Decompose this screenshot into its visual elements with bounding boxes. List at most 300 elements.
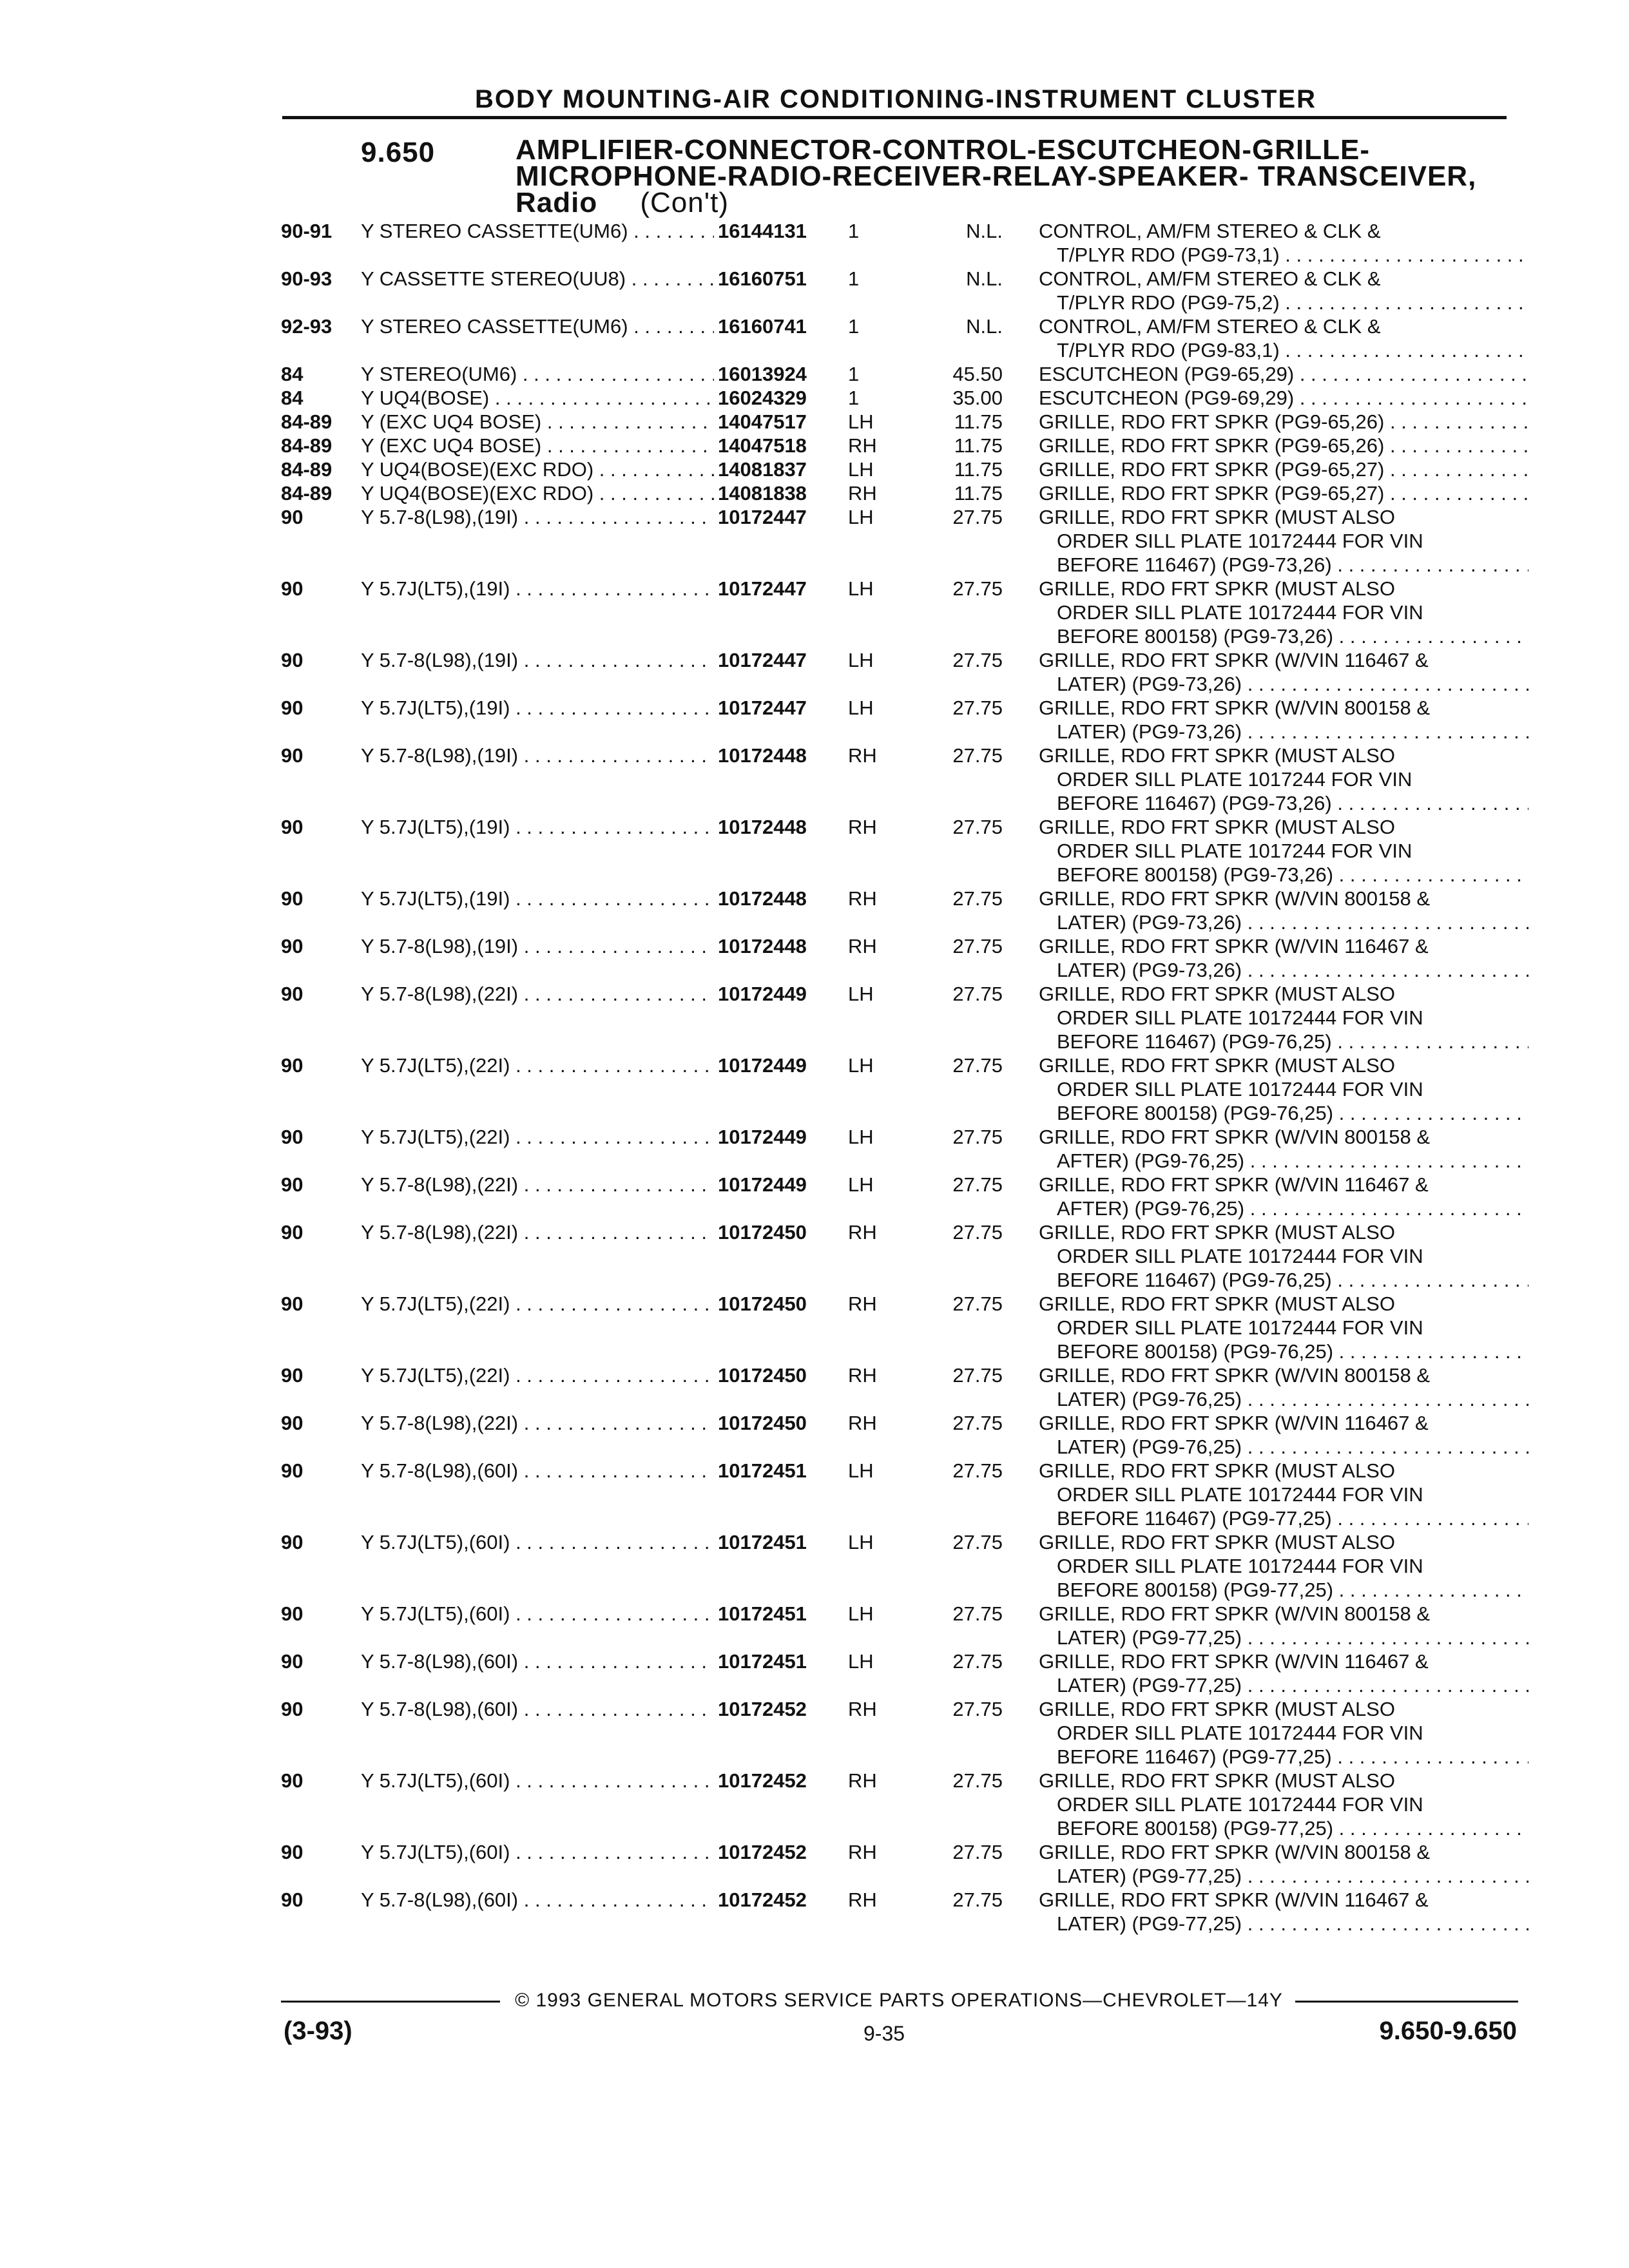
row-description: Y 5.7-8(L98),(60I) . . . [361,1649,714,1673]
row-part-name [1039,314,1528,362]
section-title-line-3 [516,189,1521,216]
parts-row [281,982,1518,1053]
parts-row [281,815,1518,887]
row-part-name-line: GRILLE, RDO FRT SPKR (W/VIN 800158 & [1039,697,1430,719]
row-part-number: 10172450 [714,1220,807,1244]
row-price: 27.75 [952,1221,1003,1244]
row-part-number: 10172449 [714,982,807,1006]
row-part-name-line: BEFORE 800158) (PG9-77,25) . . . [1039,1816,1528,1840]
section-number: 9.650 [361,137,436,168]
row-quantity: RH [848,1221,877,1244]
footer-date: (3-93) [284,2017,352,2045]
row-model-year: 90-91 [281,220,333,242]
row-part-number: 14047517 [714,410,807,434]
row-part-name-line: GRILLE, RDO FRT SPKR (W/VIN 800158 & [1039,1364,1430,1387]
row-description: Y UQ4(BOSE)(EXC RDO) . . . [361,481,714,505]
parts-row [281,434,1518,457]
row-price: 27.75 [952,697,1003,719]
row-part-name [1039,1530,1528,1602]
row-part-name-line: ESCUTCHEON (PG9-65,29) . . . [1039,362,1528,386]
row-part-name-line: GRILLE, RDO FRT SPKR (W/VIN 800158 & [1039,887,1430,910]
row-part-name-line: GRILLE, RDO FRT SPKR (MUST ALSO [1039,816,1395,838]
row-model-year: 90 [281,577,304,600]
row-quantity: LH [848,1531,874,1553]
row-part-name-line: GRILLE, RDO FRT SPKR (PG9-65,27) . . . [1039,457,1528,481]
parts-row [281,1888,1518,1936]
parts-row [281,1840,1518,1888]
row-part-name-line: ORDER SILL PLATE 10172444 FOR VIN [1057,1316,1423,1339]
parts-row [281,577,1518,648]
row-part-number: 10172452 [714,1840,807,1864]
row-part-name-line: BEFORE 116467) (PG9-73,26) . . . [1039,553,1528,577]
row-description: Y STEREO CASSETTE(UM6) . . . [361,219,714,243]
row-part-name [1039,267,1528,314]
parts-row [281,1173,1518,1220]
footer-section-range: 9.650-9.650 [1379,2017,1517,2045]
row-part-number: 10172451 [714,1602,807,1626]
row-model-year: 90 [281,1769,304,1792]
row-part-name-line: ORDER SILL PLATE 10172444 FOR VIN [1057,1006,1423,1029]
row-part-name-line: T/PLYR RDO (PG9-73,1) . . . [1039,243,1528,267]
row-part-name [1039,1459,1528,1530]
row-model-year: 90 [281,649,304,671]
row-part-name-line: LATER) (PG9-77,25) . . . [1039,1864,1528,1888]
row-description: Y STEREO(UM6) . . . [361,362,714,386]
row-model-year: 90 [281,887,304,910]
row-part-name-line: ORDER SILL PLATE 1017244 FOR VIN [1057,840,1412,862]
row-part-name-line: LATER) (PG9-73,26) . . . [1039,672,1528,696]
row-part-name [1039,696,1528,744]
row-description: Y 5.7-8(L98),(22I) . . . [361,1173,714,1196]
row-model-year: 90 [281,1888,304,1911]
row-description: Y 5.7-8(L98),(19I) . . . [361,744,714,767]
row-model-year: 90 [281,935,304,957]
row-part-name-line: T/PLYR RDO (PG9-83,1) . . . [1039,338,1528,362]
row-quantity: RH [848,1841,877,1863]
row-description: Y 5.7J(LT5),(22I) . . . [361,1363,714,1387]
row-price: 27.75 [952,506,1003,528]
row-description: Y UQ4(BOSE)(EXC RDO) . . . [361,457,714,481]
row-model-year: 90 [281,506,304,528]
row-part-number: 10172448 [714,744,807,767]
row-part-name-line: GRILLE, RDO FRT SPKR (MUST ALSO [1039,577,1395,600]
row-part-name [1039,219,1528,267]
row-quantity: RH [848,1364,877,1387]
parts-row [281,314,1518,362]
row-part-name-line: LATER) (PG9-76,25) . . . [1039,1387,1528,1411]
row-quantity: LH [848,1459,874,1482]
parts-row [281,696,1518,744]
footer-rule-right [1295,2001,1518,2003]
row-quantity: LH [848,1602,874,1625]
parts-row [281,887,1518,934]
row-price: 27.75 [952,1650,1003,1673]
parts-row [281,1649,1518,1697]
row-part-number: 10172451 [714,1530,807,1554]
row-part-name [1039,1840,1528,1888]
row-part-number: 10172449 [714,1125,807,1149]
row-part-number: 14081837 [714,457,807,481]
row-part-name [1039,481,1528,505]
footer-copyright: © 1993 GENERAL MOTORS SERVICE PARTS OPERATIONS—CHEVROLET—14Y [515,1990,1283,2011]
row-price: N.L. [966,315,1003,338]
row-price: 27.75 [952,1412,1003,1434]
parts-row [281,362,1518,386]
row-part-name [1039,1697,1528,1769]
row-description: Y 5.7J(LT5),(60I) . . . [361,1602,714,1626]
row-part-number: 10172447 [714,648,807,672]
row-part-name-line: BEFORE 800158) (PG9-73,26) . . . [1039,863,1528,887]
row-part-number: 10172448 [714,934,807,958]
row-part-name-line: LATER) (PG9-77,25) . . . [1039,1673,1528,1697]
row-part-name-line: GRILLE, RDO FRT SPKR (W/VIN 116467 & [1039,1888,1429,1911]
row-price: N.L. [966,220,1003,242]
row-description: Y 5.7-8(L98),(22I) . . . [361,1220,714,1244]
row-part-name-line: BEFORE 800158) (PG9-77,25) . . . [1039,1578,1528,1602]
row-part-name [1039,386,1528,410]
row-part-name [1039,1888,1528,1936]
row-part-name-line: ESCUTCHEON (PG9-69,29) . . . [1039,386,1528,410]
row-part-number: 10172447 [714,505,807,529]
row-price: 27.75 [952,1602,1003,1625]
row-part-name-line: GRILLE, RDO FRT SPKR (W/VIN 800158 & [1039,1602,1430,1625]
row-part-name [1039,505,1528,577]
row-part-name-line: GRILLE, RDO FRT SPKR (PG9-65,26) . . . [1039,434,1528,457]
row-part-name [1039,934,1528,982]
section-title-line-2: MICROPHONE-RADIO-RECEIVER-RELAY-SPEAKER- TRANSCEIVER, [516,160,1477,192]
row-quantity: RH [848,887,877,910]
row-price: 27.75 [952,1173,1003,1196]
row-part-name [1039,1292,1528,1363]
row-price: 27.75 [952,1459,1003,1482]
row-description: Y 5.7J(LT5),(19I) . . . [361,815,714,839]
row-model-year: 84-89 [281,482,333,505]
parts-row [281,1411,1518,1459]
row-model-year: 90 [281,1364,304,1387]
row-part-name-line: LATER) (PG9-73,26) . . . [1039,910,1528,934]
row-model-year: 90 [281,983,304,1005]
row-part-name [1039,1220,1528,1292]
row-part-name [1039,434,1528,457]
row-price: 27.75 [952,1054,1003,1077]
row-part-name-line: GRILLE, RDO FRT SPKR (MUST ALSO [1039,506,1395,528]
row-model-year: 90 [281,744,304,767]
row-part-name-line: GRILLE, RDO FRT SPKR (W/VIN 116467 & [1039,1650,1429,1673]
parts-row [281,1292,1518,1363]
row-part-name [1039,744,1528,815]
row-part-name-line: CONTROL, AM/FM STEREO & CLK & [1039,315,1381,338]
row-description: Y 5.7J(LT5),(19I) . . . [361,887,714,910]
row-quantity: 1 [848,363,860,385]
row-part-name [1039,982,1528,1053]
row-quantity: RH [848,935,877,957]
row-quantity: 1 [848,315,860,338]
row-part-name [1039,648,1528,696]
row-part-name-line: ORDER SILL PLATE 10172444 FOR VIN [1057,530,1423,552]
row-part-number: 16160741 [714,314,807,338]
row-part-name-line: GRILLE, RDO FRT SPKR (W/VIN 116467 & [1039,1412,1429,1434]
row-model-year: 90 [281,1841,304,1863]
row-description: Y 5.7J(LT5),(60I) . . . [361,1530,714,1554]
row-part-number: 10172448 [714,815,807,839]
row-description: Y 5.7J(LT5),(22I) . . . [361,1125,714,1149]
row-quantity: LH [848,983,874,1005]
row-part-name-line: ORDER SILL PLATE 10172444 FOR VIN [1057,1078,1423,1100]
row-quantity: RH [848,482,877,505]
row-part-name-line: CONTROL, AM/FM STEREO & CLK & [1039,267,1381,290]
row-price: 27.75 [952,744,1003,767]
row-price: 27.75 [952,1531,1003,1553]
row-part-name-line: BEFORE 116467) (PG9-73,26) . . . [1039,791,1528,815]
row-price: 27.75 [952,983,1003,1005]
row-part-number: 14081838 [714,481,807,505]
row-quantity: RH [848,1293,877,1315]
parts-row [281,1769,1518,1840]
row-model-year: 84-89 [281,410,333,433]
row-part-name [1039,457,1528,481]
row-part-name-line: LATER) (PG9-77,25) . . . [1039,1626,1528,1649]
row-description: Y (EXC UQ4 BOSE) . . . [361,434,714,457]
page-header-title: BODY MOUNTING-AIR CONDITIONING-INSTRUMENT CLUSTER [474,85,1317,113]
row-part-name [1039,1602,1528,1649]
row-part-name-line: ORDER SILL PLATE 1017244 FOR VIN [1057,768,1412,791]
footer-rule-left [281,2001,500,2003]
row-part-number: 10172449 [714,1173,807,1196]
row-price: 27.75 [952,1126,1003,1148]
row-part-name-line: GRILLE, RDO FRT SPKR (MUST ALSO [1039,1459,1395,1482]
row-part-name-line: ORDER SILL PLATE 10172444 FOR VIN [1057,1483,1423,1506]
row-model-year: 84 [281,363,304,385]
row-price: N.L. [966,267,1003,290]
row-part-number: 10172448 [714,887,807,910]
row-part-number: 16013924 [714,362,807,386]
row-part-name-line: ORDER SILL PLATE 10172444 FOR VIN [1057,1555,1423,1577]
row-part-number: 10172450 [714,1363,807,1387]
row-description: Y (EXC UQ4 BOSE) . . . [361,410,714,434]
row-quantity: LH [848,1173,874,1196]
row-part-name-line: GRILLE, RDO FRT SPKR (MUST ALSO [1039,1293,1395,1315]
row-quantity: LH [848,410,874,433]
row-part-name-line: GRILLE, RDO FRT SPKR (W/VIN 800158 & [1039,1841,1430,1863]
row-quantity: LH [848,506,874,528]
row-part-name-line: GRILLE, RDO FRT SPKR (MUST ALSO [1039,983,1395,1005]
row-model-year: 90 [281,1126,304,1148]
row-description: Y 5.7-8(L98),(22I) . . . [361,982,714,1006]
row-model-year: 84-89 [281,434,333,457]
row-part-name-line: ORDER SILL PLATE 10172444 FOR VIN [1057,1245,1423,1267]
row-part-name-line: ORDER SILL PLATE 10172444 FOR VIN [1057,1793,1423,1816]
row-part-name [1039,1053,1528,1125]
row-part-number: 10172449 [714,1053,807,1077]
row-model-year: 90 [281,1293,304,1315]
row-description: Y 5.7J(LT5),(19I) . . . [361,577,714,601]
row-model-year: 90 [281,697,304,719]
row-part-name-line: T/PLYR RDO (PG9-75,2) . . . [1039,291,1528,314]
row-part-name-line: AFTER) (PG9-76,25) . . . [1039,1196,1528,1220]
row-description: Y 5.7J(LT5),(22I) . . . [361,1053,714,1077]
parts-table [281,219,1518,1936]
parts-row [281,386,1518,410]
parts-row [281,1363,1518,1411]
row-price: 11.75 [954,434,1003,457]
row-model-year: 90 [281,1698,304,1720]
row-price: 11.75 [954,482,1003,505]
row-quantity: LH [848,1126,874,1148]
row-part-name-line: BEFORE 116467) (PG9-76,25) . . . [1039,1030,1528,1053]
row-part-name-line: GRILLE, RDO FRT SPKR (MUST ALSO [1039,1531,1395,1553]
section-title-continued: (Con't) [640,187,729,218]
row-quantity: RH [848,1698,877,1720]
section-title-line-1: AMPLIFIER-CONNECTOR-CONTROL-ESCUTCHEON-GRILLE- [516,134,1370,166]
parts-row [281,648,1518,696]
footer-page-number: 9-35 [863,2022,905,2045]
row-part-name [1039,577,1528,648]
row-quantity: LH [848,697,874,719]
row-price: 27.75 [952,1364,1003,1387]
row-model-year: 90 [281,1459,304,1482]
row-price: 45.50 [952,363,1003,385]
row-part-name-line: GRILLE, RDO FRT SPKR (W/VIN 116467 & [1039,649,1429,671]
row-part-number: 16024329 [714,386,807,410]
parts-row [281,1459,1518,1530]
row-model-year: 92-93 [281,315,333,338]
row-part-name-line: GRILLE, RDO FRT SPKR (MUST ALSO [1039,1221,1395,1244]
row-description: Y 5.7J(LT5),(60I) . . . [361,1769,714,1792]
row-part-name-line: CONTROL, AM/FM STEREO & CLK & [1039,220,1381,242]
row-part-number: 10172452 [714,1769,807,1792]
row-model-year: 84 [281,387,304,409]
row-price: 27.75 [952,1293,1003,1315]
row-part-name-line: LATER) (PG9-76,25) . . . [1039,1435,1528,1459]
row-quantity: LH [848,1054,874,1077]
row-model-year: 84-89 [281,458,333,481]
row-part-name-line: BEFORE 800158) (PG9-76,25) . . . [1039,1101,1528,1125]
row-part-name [1039,1363,1528,1411]
parts-row [281,1220,1518,1292]
row-part-name [1039,1649,1528,1697]
row-model-year: 90 [281,1173,304,1196]
row-model-year: 90 [281,1531,304,1553]
row-price: 27.75 [952,816,1003,838]
parts-row [281,1530,1518,1602]
row-model-year: 90 [281,1650,304,1673]
row-quantity: 1 [848,220,860,242]
row-price: 27.75 [952,935,1003,957]
header-rule [282,116,1507,119]
row-part-number: 10172451 [714,1649,807,1673]
row-part-name-line: BEFORE 800158) (PG9-76,25) . . . [1039,1340,1528,1363]
row-description: Y 5.7J(LT5),(19I) . . . [361,696,714,720]
parts-row [281,1602,1518,1649]
row-price: 27.75 [952,577,1003,600]
row-part-number: 16160751 [714,267,807,291]
row-part-name-line: GRILLE, RDO FRT SPKR (MUST ALSO [1039,1698,1395,1720]
parts-row [281,410,1518,434]
row-price: 11.75 [954,458,1003,481]
row-part-name-line: BEFORE 116467) (PG9-77,25) . . . [1039,1745,1528,1769]
row-quantity: RH [848,744,877,767]
row-model-year: 90-93 [281,267,333,290]
row-part-name-line: BEFORE 116467) (PG9-76,25) . . . [1039,1268,1528,1292]
row-part-name [1039,1411,1528,1459]
row-part-number: 14047518 [714,434,807,457]
row-part-number: 10172450 [714,1292,807,1316]
parts-row [281,267,1518,314]
row-description: Y 5.7-8(L98),(60I) . . . [361,1697,714,1721]
row-part-number: 10172450 [714,1411,807,1435]
row-part-number: 10172447 [714,696,807,720]
row-price: 35.00 [952,387,1003,409]
row-price: 27.75 [952,1841,1003,1863]
row-part-name [1039,815,1528,887]
row-part-name-line: ORDER SILL PLATE 10172444 FOR VIN [1057,1722,1423,1744]
row-price: 27.75 [952,1769,1003,1792]
row-quantity: RH [848,1412,877,1434]
row-part-name [1039,1125,1528,1173]
row-quantity: 1 [848,267,860,290]
parts-row [281,505,1518,577]
row-quantity: RH [848,1769,877,1792]
row-part-name-line: GRILLE, RDO FRT SPKR (PG9-65,26) . . . [1039,410,1528,434]
parts-row [281,219,1518,267]
row-part-name [1039,887,1528,934]
row-price: 11.75 [954,410,1003,433]
row-description: Y 5.7-8(L98),(22I) . . . [361,1411,714,1435]
row-description: Y 5.7-8(L98),(60I) . . . [361,1888,714,1912]
row-part-name-line: ORDER SILL PLATE 10172444 FOR VIN [1057,601,1423,624]
row-description: Y UQ4(BOSE) . . . [361,386,714,410]
section-title [516,134,1521,218]
row-price: 27.75 [952,887,1003,910]
row-description: Y 5.7J(LT5),(60I) . . . [361,1840,714,1864]
row-part-name-line: GRILLE, RDO FRT SPKR (W/VIN 800158 & [1039,1126,1430,1148]
row-model-year: 90 [281,1602,304,1625]
row-part-name-line: BEFORE 800158) (PG9-73,26) . . . [1039,624,1528,648]
row-part-number: 10172452 [714,1697,807,1721]
row-part-name [1039,362,1528,386]
row-quantity: LH [848,458,874,481]
row-part-name-line: GRILLE, RDO FRT SPKR (W/VIN 116467 & [1039,935,1429,957]
row-part-name [1039,1769,1528,1840]
row-part-number: 10172447 [714,577,807,601]
row-part-name-line: LATER) (PG9-73,26) . . . [1039,720,1528,744]
row-part-name-line: LATER) (PG9-73,26) . . . [1039,958,1528,982]
parts-row [281,457,1518,481]
row-part-number: 10172452 [714,1888,807,1912]
row-description: Y 5.7J(LT5),(22I) . . . [361,1292,714,1316]
row-price: 27.75 [952,649,1003,671]
parts-row [281,481,1518,505]
row-description: Y CASSETTE STEREO(UU8) . . . [361,267,714,291]
row-quantity: RH [848,816,877,838]
section-title-main: Radio [516,187,598,218]
row-quantity: RH [848,1888,877,1911]
row-part-name-line: GRILLE, RDO FRT SPKR (W/VIN 116467 & [1039,1173,1429,1196]
row-model-year: 90 [281,1221,304,1244]
row-description: Y 5.7-8(L98),(19I) . . . [361,934,714,958]
row-part-name-line: LATER) (PG9-77,25) . . . [1039,1912,1528,1936]
row-price: 27.75 [952,1888,1003,1911]
row-part-number: 10172451 [714,1459,807,1483]
row-part-name-line: GRILLE, RDO FRT SPKR (MUST ALSO [1039,744,1395,767]
parts-row [281,934,1518,982]
row-price: 27.75 [952,1698,1003,1720]
row-model-year: 90 [281,816,304,838]
row-quantity: LH [848,577,874,600]
row-quantity: LH [848,649,874,671]
parts-row [281,1125,1518,1173]
row-description: Y 5.7-8(L98),(19I) . . . [361,648,714,672]
